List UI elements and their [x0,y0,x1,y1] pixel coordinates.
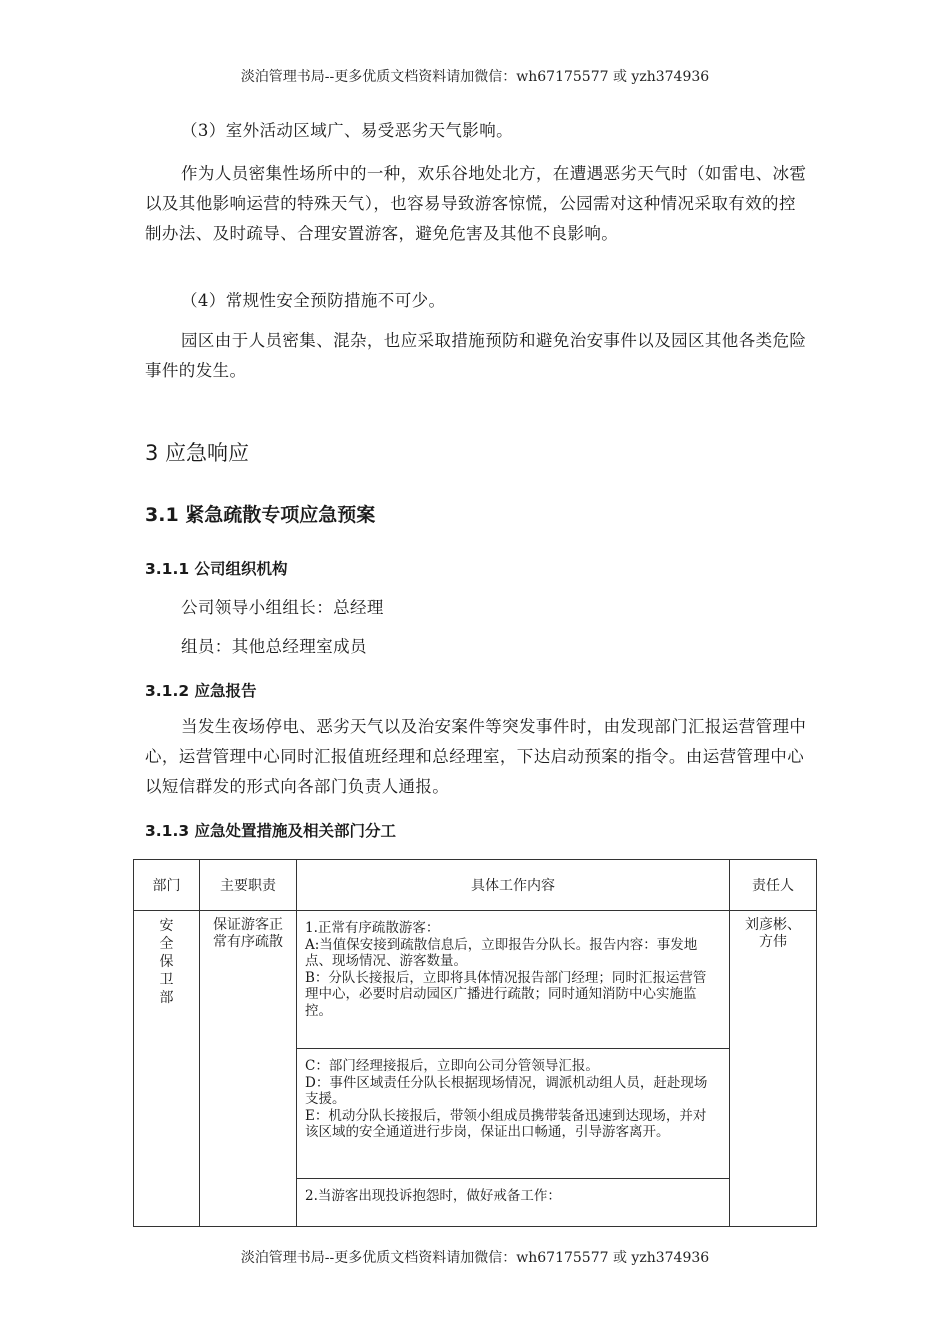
col-header-content: 具体工作内容 [297,860,730,911]
content-line: B：分队长接报后，立即将具体情况报告部门经理；同时汇报运营管理中心，必要时启动园区广播进行疏散；同时通知消防中心实施监控。 [305,969,707,1019]
paragraph-prevention: 园区由于人员密集、混杂，也应采取措施预防和避免治安事件以及园区其他各类危险事件的发生。 [145,331,807,380]
heading-evacuation-plan: 3.1 紧急疏散专项应急预案 [145,504,376,526]
col-header-duty: 主要职责 [200,860,297,911]
content-block-2 [297,1049,729,1179]
paragraph-weather: 作为人员密集性场所中的一种，欢乐谷地处北方，在遭遇恶劣天气时（如雷电、冰雹以及其他影响运营的特殊天气），也容易导致游客惊慌，公园需对这种情况采取有效的控制办法、及时疏导、合理安置游客，避免危害及其他不良影响。 [145,164,807,243]
page-header: 淡泊管理书局--更多优质文档资料请加微信：wh67175577 或 yzh374936 [240,69,710,85]
responsible-text: 刘彦彬、方伟 [745,917,801,950]
content-line: 2.当游客出现投诉抱怨时，做好戒备工作： [305,1188,561,1204]
cell-dept [134,911,200,1227]
content-block-1 [297,911,729,1049]
content-line: A:当值保安接到疏散信息后，立即报告分队长。报告内容：事发地点、现场情况、游客数量。 [305,936,698,969]
paragraph-report: 当发生夜场停电、恶劣天气以及治安案件等突发事件时，由发现部门汇报运营管理中心，运营管理中心同时汇报值班经理和总经理室，下达启动预案的指令。由运营管理中心以短信群发的形式向各部门负责人通报。 [145,717,807,796]
page-footer: 淡泊管理书局--更多优质文档资料请加微信：wh67175577 或 yzh374936 [240,1250,710,1266]
content-line: C：部门经理接报后，立即向公司分管领导汇报。 [305,1058,599,1074]
paragraph-members: 组员：其他总经理室成员 [181,637,367,656]
content-line: 1.正常有序疏散游客： [305,920,440,936]
table-row [134,911,817,1227]
measures-table [133,859,817,1227]
cell-duty [200,911,297,1227]
cell-responsible [730,911,817,1227]
heading-organization: 3.1.1 公司组织机构 [145,560,288,578]
content-block-3 [297,1179,729,1213]
col-header-dept: 部门 [134,860,200,911]
dept-text: 安全保卫部 [159,918,174,1006]
heading-emergency-response: 3 应急响应 [145,441,250,465]
content-line: D：事件区域责任分队长根据现场情况，调派机动组人员，赶赴现场支援。 [305,1074,708,1107]
content-line: E：机动分队长接报后，带领小组成员携带装备迅速到达现场，并对该区域的安全通道进行步岗，保证出口畅通，引导游客离开。 [305,1107,707,1140]
cell-content [297,911,730,1227]
paragraph-prevention-title: （4）常规性安全预防措施不可少。 [181,291,446,310]
table-header-row [134,860,817,911]
col-header-resp: 责任人 [730,860,817,911]
paragraph-leader: 公司领导小组组长：总经理 [181,598,384,617]
paragraph-outdoor-risk: （3）室外活动区域广、易受恶劣天气影响。 [181,121,513,140]
duty-text: 保证游客正常有序疏散 [213,917,283,950]
heading-measures: 3.1.3 应急处置措施及相关部门分工 [145,822,397,840]
heading-emergency-report: 3.1.2 应急报告 [145,682,257,700]
